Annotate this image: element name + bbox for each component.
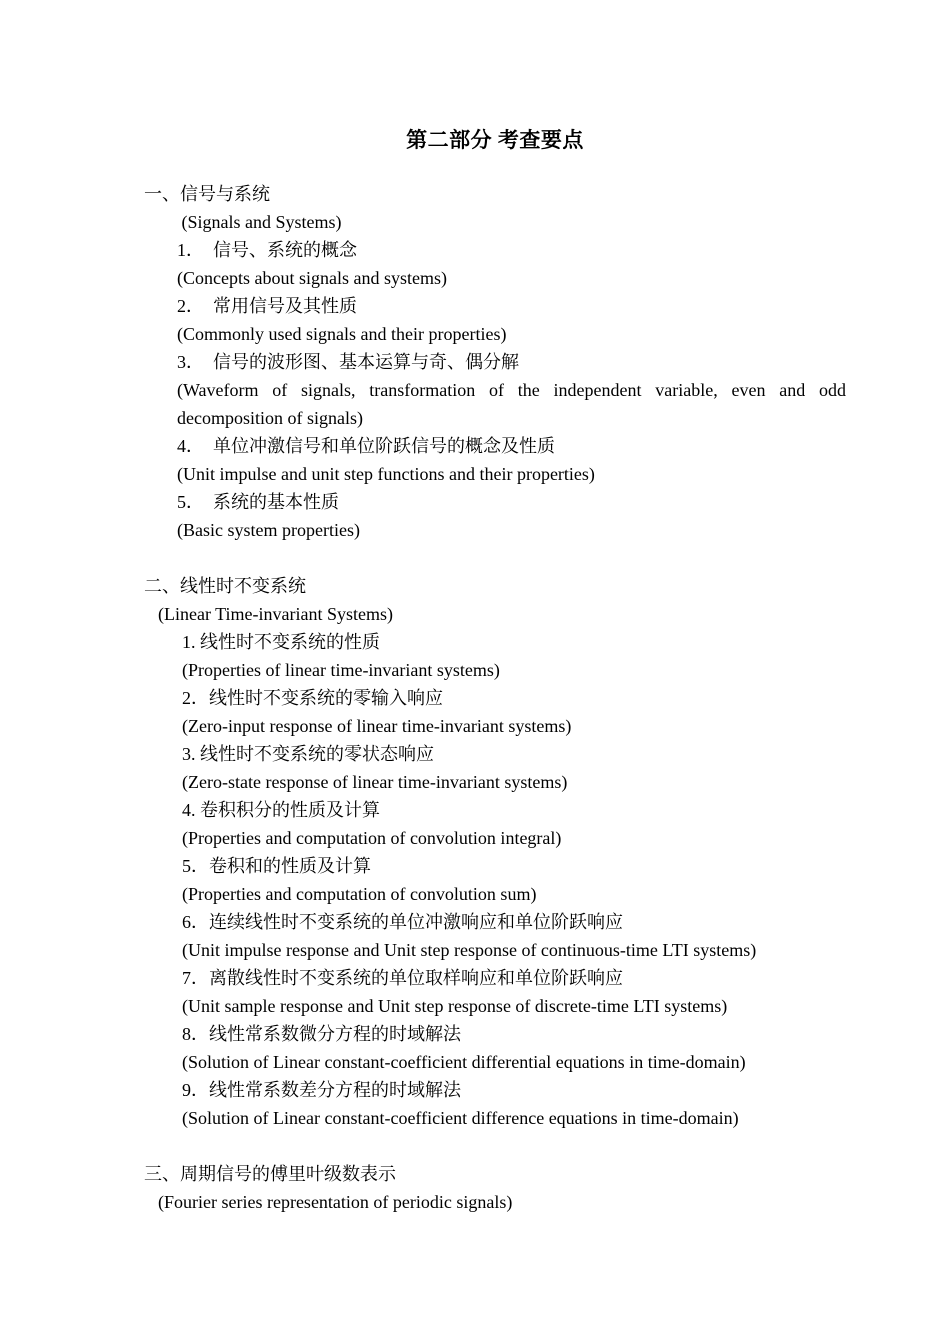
list-item: 2． 常用信号及其性质 [177,296,357,316]
section-subheading-1: (Signals and Systems) [177,212,342,232]
list-item: (Unit impulse response and Unit step response of continuous-time LTI systems) [182,940,757,960]
list-item: 5．卷积和的性质及计算 [182,856,371,876]
list-item: (Basic system properties) [177,520,360,540]
list-item: (Commonly used signals and their properties) [177,324,507,344]
list-item: (Solution of Linear constant-coefficient difference equations in time-domain) [182,1108,739,1128]
list-item: 7．离散线性时不变系统的单位取样响应和单位阶跃响应 [182,968,623,988]
list-item: (Zero-state response of linear time-invariant systems) [182,772,568,792]
list-item: (Properties of linear time-invariant systems) [182,660,500,680]
list-item: 8．线性常系数微分方程的时域解法 [182,1024,461,1044]
list-item: (Concepts about signals and systems) [177,268,447,288]
list-item: 5． 系统的基本性质 [177,492,339,512]
list-item: (Unit sample response and Unit step response of discrete-time LTI systems) [182,996,728,1016]
list-item: 3． 信号的波形图、基本运算与奇、偶分解 [177,352,519,372]
section-heading-2: 二、线性时不变系统 [144,576,306,596]
list-item: decomposition of signals) [177,408,363,428]
list-item: 6．连续线性时不变系统的单位冲激响应和单位阶跃响应 [182,912,623,932]
section-heading-1: 一、信号与系统 [144,184,270,204]
section-subheading-3: (Fourier series representation of periodic signals) [158,1192,513,1212]
list-item: (Solution of Linear constant-coefficient differential equations in time-domain) [182,1052,746,1072]
list-item: (Properties and computation of convolution sum) [182,884,537,904]
list-item: 1． 信号、系统的概念 [177,240,357,260]
list-item: 3. 线性时不变系统的零状态响应 [182,744,434,764]
section-heading-3: 三、周期信号的傅里叶级数表示 [144,1164,396,1184]
list-item: 4． 单位冲激信号和单位阶跃信号的概念及性质 [177,436,555,456]
list-item: 4. 卷积积分的性质及计算 [182,800,380,820]
list-item: 9．线性常系数差分方程的时域解法 [182,1080,461,1100]
list-item: (Waveform of signals, transformation of the independent variable, even and odd [177,380,846,400]
list-item: 1. 线性时不变系统的性质 [182,632,380,652]
page-title: 第二部分 考查要点 [406,128,584,152]
section-subheading-2: (Linear Time-invariant Systems) [158,604,393,624]
list-item: 2．线性时不变系统的零输入响应 [182,688,443,708]
list-item: (Zero-input response of linear time-invariant systems) [182,716,572,736]
list-item: (Unit impulse and unit step functions and their properties) [177,464,595,484]
list-item: (Properties and computation of convolution integral) [182,828,562,848]
